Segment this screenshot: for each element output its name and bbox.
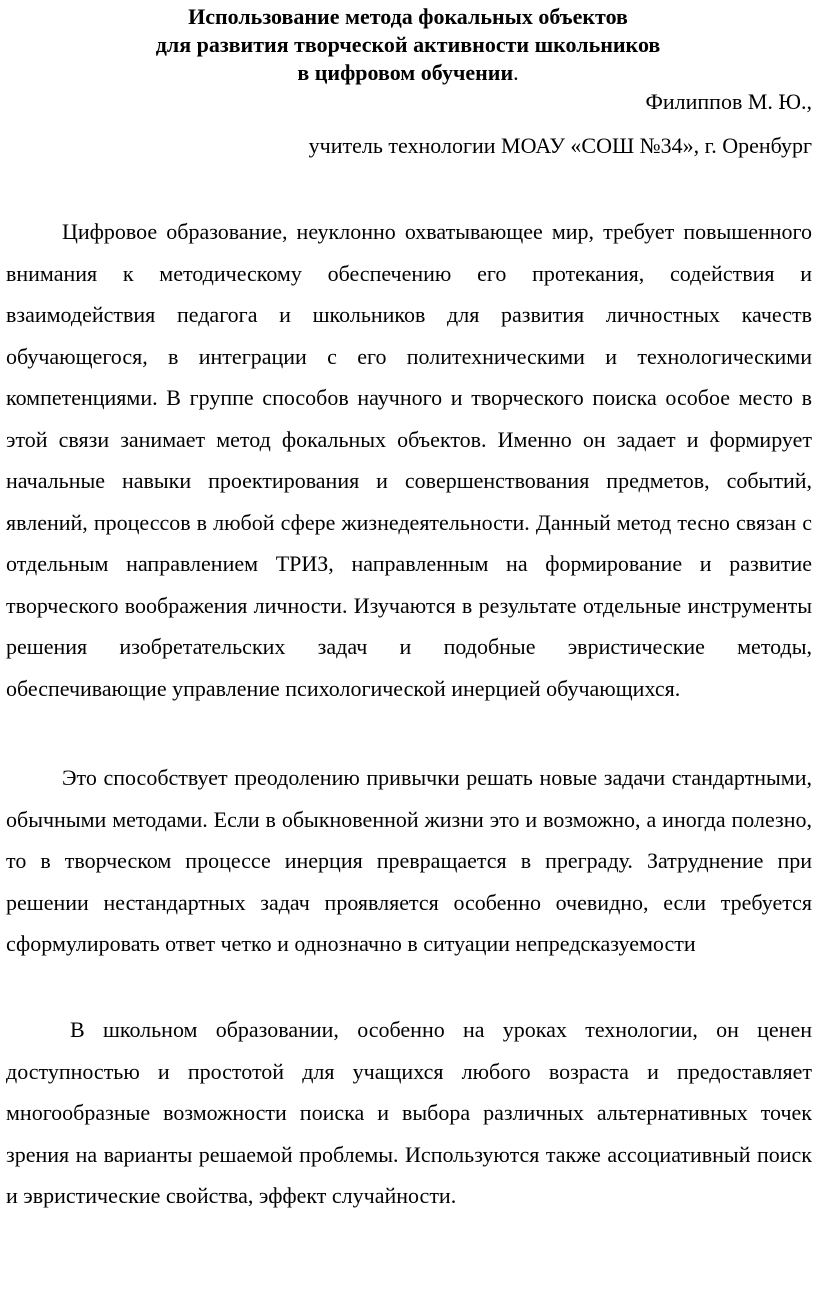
- author-name: Филиппов М. Ю.,: [645, 89, 812, 114]
- paragraph-1: Цифровое образование, неуклонно охватывающее мир, требует повышенного внимания к методическому обеспечению его протекания, содействия и взаимодействия педагога и школьников для развития личностных качеств обучающегося, в интеграции с его политехническими и технологическими компетенциями. В группе способов научного и творческого поиска особое место в этой связи занимает метод фокальных объектов. Именно он задает и формирует начальные навыки проектирования и совершенствования предметов, событий, явлений, процессов в любой сфере жизнедеятельности. Данный метод тесно связан с отдельным направлением ТРИЗ, направленным на формирование и развитие творческого воображения личности. Изучаются в результате отдельные инструменты решения изобретательских задач и подобные эвристические методы, обеспечивающие управление психологической инерцией обучающихся.: [6, 219, 812, 701]
- title-line-3: [0, 60, 816, 86]
- author-position: учитель технологии МОАУ «СОШ №34», г. Оренбург: [308, 133, 812, 158]
- paragraph-3: В школьном образовании, особенно на уроках технологии, он ценен доступностью и простотой для учащихся любого возраста и предоставляет многообразные возможности поиска и выбора различных альтернативных точек зрения на варианты решаемой проблемы. Используются также ассоциативный поиск и эвристические свойства, эффект случайности.: [6, 1017, 812, 1208]
- paragraph-2: Это способствует преодолению привычки решать новые задачи стандартными, обычными методами. Если в обыкновенной жизни это и возможно, а иногда полезно, то в творческом процессе инерция превращается в преграду. Затруднение при решении нестандартных задач проявляется особенно очевидно, если требуется сформулировать ответ четко и однозначно в ситуации непредсказуемости: [6, 765, 812, 956]
- title-line-3-tail: .: [513, 60, 519, 85]
- title-line-2: для развития творческой активности школьников: [155, 32, 661, 57]
- title-line-1: Использование метода фокальных объектов: [188, 4, 628, 29]
- title-line-3-text: в цифровом обучении: [297, 60, 514, 85]
